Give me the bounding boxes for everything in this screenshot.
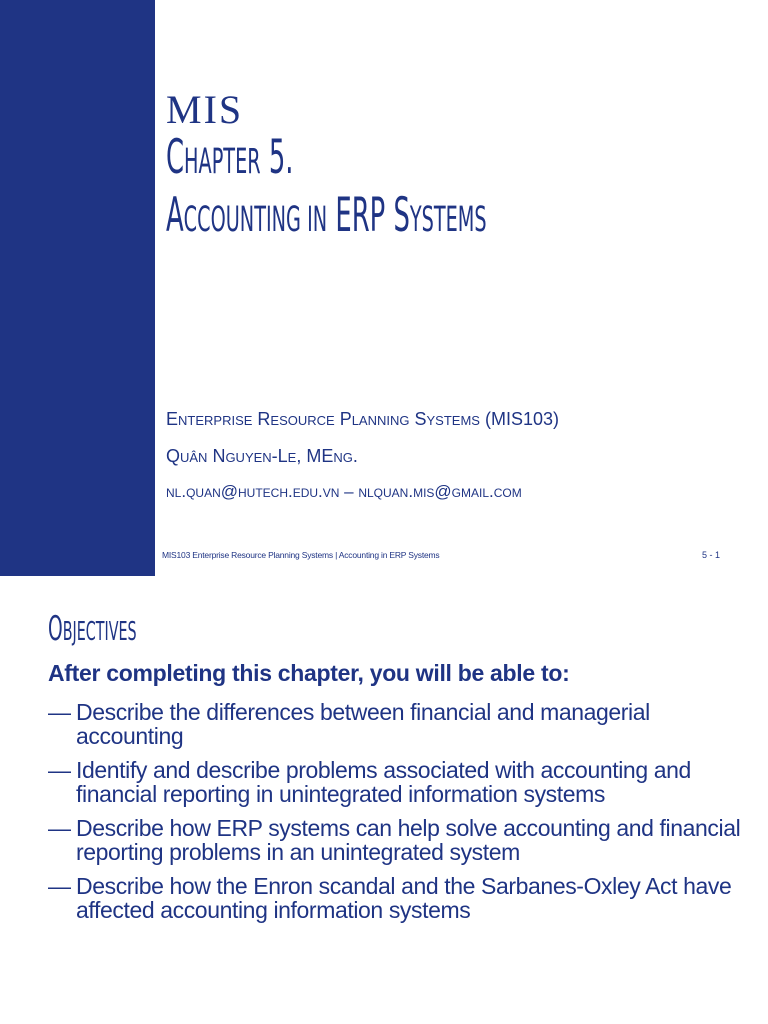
chapter-word: HAPTER [184, 142, 261, 182]
list-item [48, 874, 748, 922]
subject-word-systems: YSTEMS [409, 200, 487, 240]
slide-number: 5 - 1 [701, 550, 720, 560]
list-item [48, 758, 748, 806]
course-name: Enterprise Resource Planning Systems (MIS103) [166, 409, 559, 429]
chapter-heading [166, 130, 294, 185]
objective-text: Describe how ERP systems can help solve accounting and financial reporting problems in an unintegrated system [76, 815, 741, 865]
slide-footer: MIS103 Enterprise Resource Planning Systems | Accounting in ERP Systems [162, 550, 440, 560]
dash-bullet: — [48, 873, 71, 899]
list-item [48, 816, 748, 864]
dash-bullet: — [48, 699, 71, 725]
objectives-initial: O [48, 609, 63, 649]
objective-text: Identify and describe problems associated with accounting and financial reporting in unintegrated information systems [76, 757, 691, 807]
chapter-number: 5. [260, 130, 294, 185]
objective-text: Describe how the Enron scandal and the Sarbanes-Oxley Act have affected accounting information systems [76, 873, 732, 923]
objectives-lead: After completing this chapter, you will be able to: [48, 660, 570, 686]
objectives-list [48, 700, 748, 932]
dash-bullet: — [48, 815, 71, 841]
subject-erp: ERP S [327, 188, 410, 243]
dash-bullet: — [48, 757, 71, 783]
objectives-slide [0, 576, 768, 1024]
objectives-heading [48, 609, 137, 649]
list-item [48, 700, 748, 748]
objective-text: Describe the differences between financial and managerial accounting [76, 699, 650, 749]
chapter-subject [166, 188, 487, 243]
chapter-initial: C [166, 130, 185, 185]
author-name: Quân Nguyen-Le, MEng. [166, 446, 358, 466]
subject-initial: A [166, 188, 184, 243]
navy-side-bar [0, 0, 155, 576]
objectives-word: BJECTIVES [62, 617, 137, 647]
author-emails: nl.quan@hutech.edu.vn – nlquan.mis@gmail.com [166, 482, 522, 501]
subject-word-accounting: CCOUNTING IN [183, 200, 328, 240]
mis-heading: MIS [166, 87, 244, 132]
